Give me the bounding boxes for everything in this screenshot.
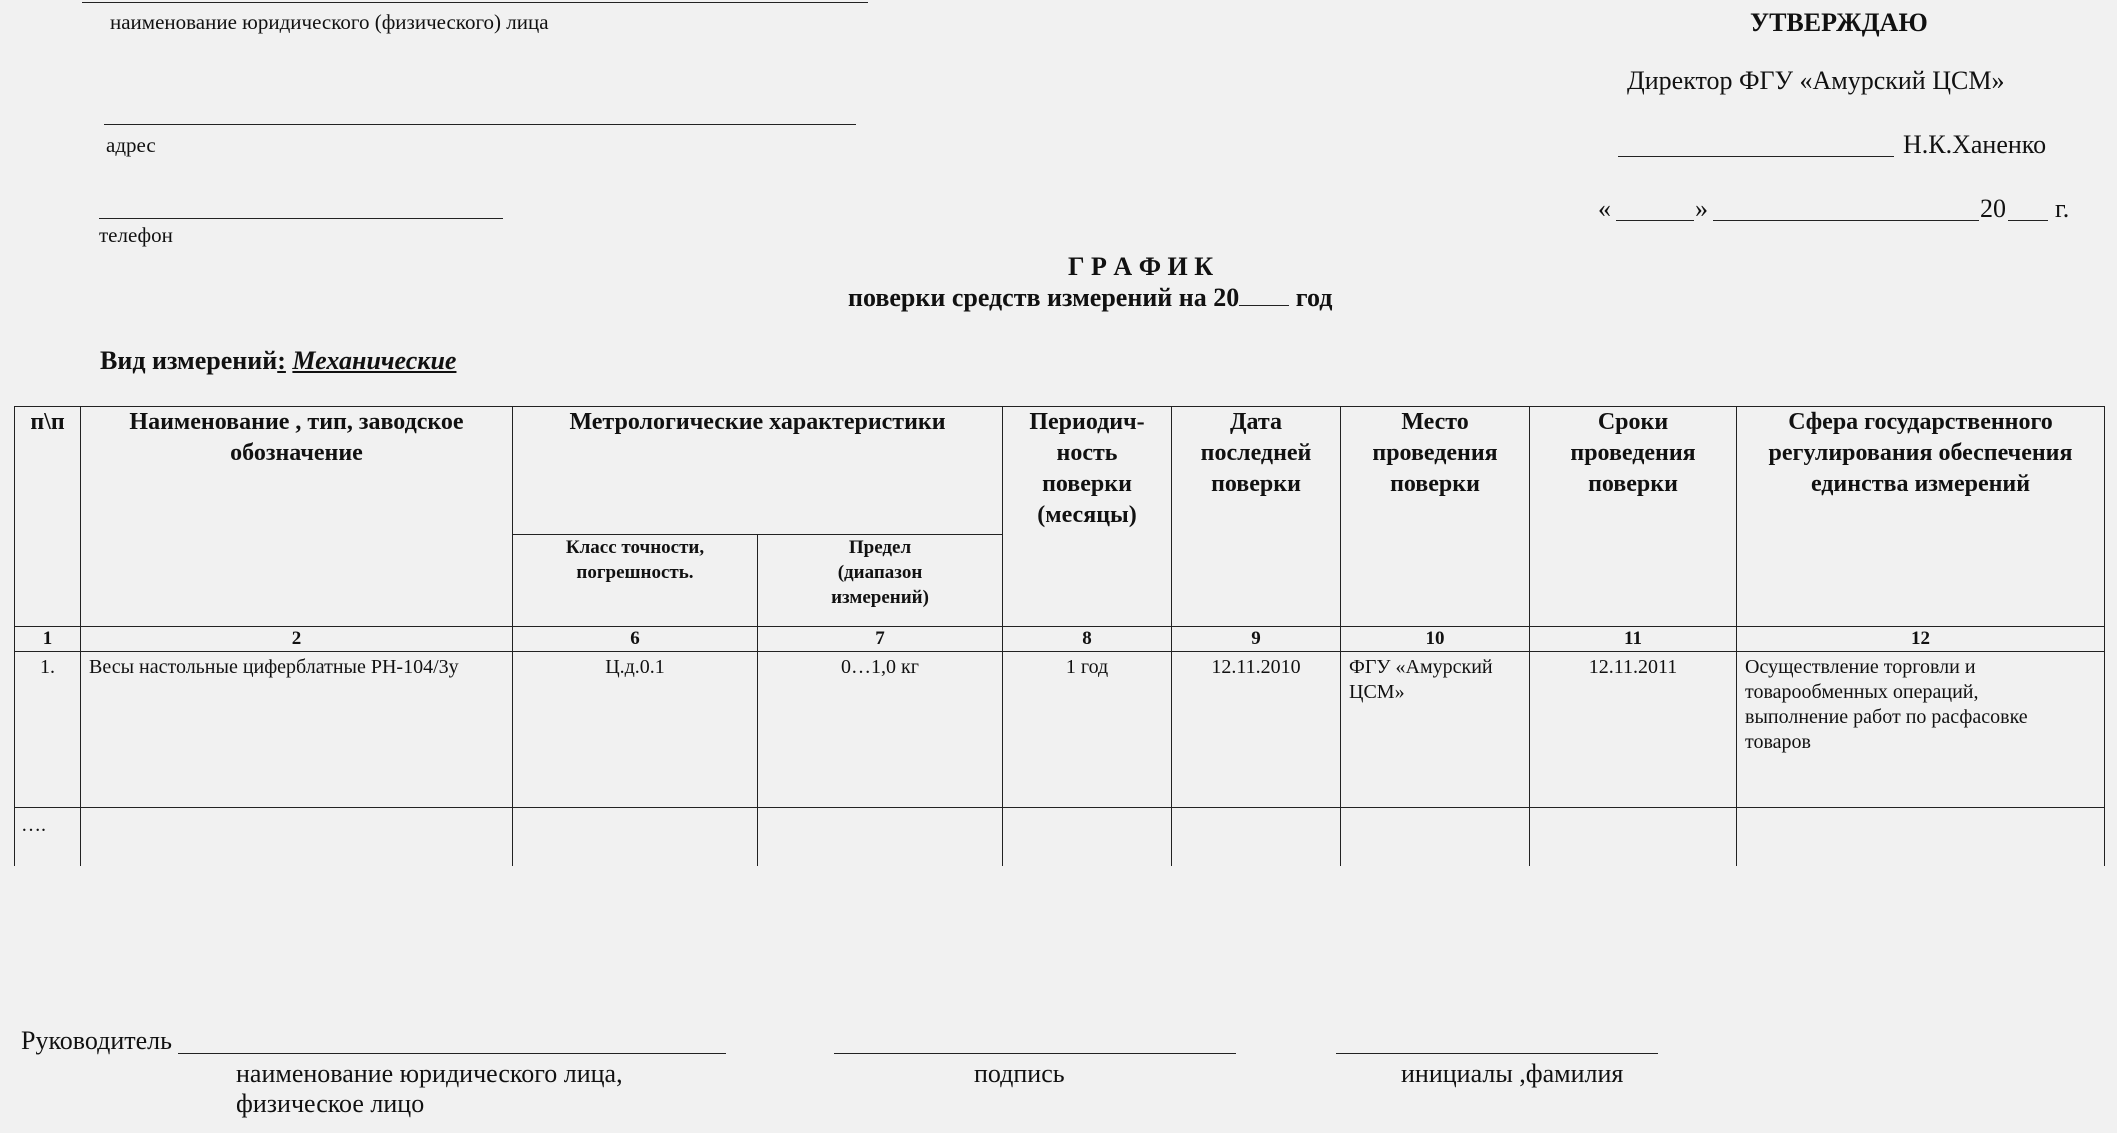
- approval-signature-line: [1618, 156, 1894, 157]
- measurement-type: [100, 346, 456, 376]
- column-number: 2: [81, 627, 513, 652]
- footer-caption-initials: инициалы ,фамилия: [1401, 1059, 1624, 1088]
- column-number: 6: [513, 627, 758, 652]
- row-class: Ц.д.0.1: [513, 652, 758, 808]
- address-caption: адрес: [106, 133, 156, 157]
- footer-initials-line: [1336, 1053, 1658, 1054]
- empty-cell: [758, 808, 1003, 867]
- row-limit: 0…1,0 кг: [758, 652, 1003, 808]
- row-ellipsis: ….: [15, 808, 81, 867]
- empty-cell: [1737, 808, 2105, 867]
- header-last-date: Дата последней поверки: [1172, 407, 1341, 627]
- row-name: Весы настольные циферблатные РН-104/3у: [81, 652, 513, 808]
- document-title: Г Р А Ф И К: [1068, 252, 1214, 281]
- approval-date-day-line: [1616, 220, 1694, 221]
- phone-line: [99, 218, 503, 219]
- column-number-row: [15, 627, 2105, 652]
- approval-title: УТВЕРЖДАЮ: [1750, 8, 1928, 37]
- row-last-date: 12.11.2010: [1172, 652, 1341, 808]
- footer-caption-entity-1: наименование юридического лица,: [236, 1059, 623, 1088]
- footer-caption-signature: подпись: [974, 1059, 1065, 1088]
- footer-entity-line: [178, 1053, 726, 1054]
- empty-cell: [1530, 808, 1737, 867]
- header-name: Наименование , тип, заводское обозначение: [81, 407, 513, 627]
- phone-caption: телефон: [99, 223, 173, 247]
- entity-caption: наименование юридического (физического) лица: [110, 10, 549, 34]
- row-sphere: Осуществление торговли и товарообменных операций, выполнение работ по расфасовке товаров: [1737, 652, 2105, 808]
- measurement-type-value: Механические: [292, 346, 457, 375]
- subtitle-year-blank: [1239, 285, 1289, 306]
- table-cut-edge: [0, 866, 2117, 878]
- column-number: 1: [15, 627, 81, 652]
- column-number: 11: [1530, 627, 1737, 652]
- header-limit: Предел (диапазон измерений): [758, 535, 1003, 627]
- verification-schedule-table: [14, 406, 2105, 867]
- row-place: ФГУ «Амурский ЦСМ»: [1341, 652, 1530, 808]
- approval-position: Директор ФГУ «Амурский ЦСМ»: [1627, 66, 2005, 95]
- column-number: 9: [1172, 627, 1341, 652]
- empty-cell: [513, 808, 758, 867]
- footer-signature-line: [834, 1053, 1236, 1054]
- column-number: 8: [1003, 627, 1172, 652]
- approval-date-month-line: [1713, 220, 1979, 221]
- header-place: Место проведения поверки: [1341, 407, 1530, 627]
- row-period: 1 год: [1003, 652, 1172, 808]
- address-line: [104, 124, 856, 125]
- approval-date-year: 20: [1980, 194, 2006, 223]
- approval-date-open-quote: «: [1598, 194, 1611, 223]
- column-number: 12: [1737, 627, 2105, 652]
- header-period: Периодич-ность поверки (месяцы): [1003, 407, 1172, 627]
- empty-cell: [81, 808, 513, 867]
- footer-caption-entity-2: физическое лицо: [236, 1089, 425, 1118]
- subtitle-start: поверки средств измерений на 20: [848, 283, 1240, 312]
- empty-cell: [1341, 808, 1530, 867]
- table-row: [15, 652, 2105, 808]
- header-metrological: Метрологические характеристики: [513, 407, 1003, 535]
- measurement-type-label: Вид измерений: [100, 346, 278, 375]
- approval-name: Н.К.Ханенко: [1903, 130, 2047, 159]
- approval-date-suffix: г.: [2055, 194, 2070, 223]
- table-row-empty: [15, 808, 2105, 867]
- header-sphere: Сфера государственного регулирования обеспечения единства измерений: [1737, 407, 2105, 627]
- document-subtitle: [848, 283, 1332, 313]
- subtitle-end: год: [1289, 283, 1333, 312]
- entity-line: [82, 2, 868, 3]
- measurement-type-colon: :: [277, 346, 286, 375]
- header-deadline: Сроки проведения поверки: [1530, 407, 1737, 627]
- column-number: 10: [1341, 627, 1530, 652]
- row-num: 1.: [15, 652, 81, 808]
- approval-date-close-quote: »: [1695, 194, 1708, 223]
- column-number: 7: [758, 627, 1003, 652]
- header-class: Класс точности, погрешность.: [513, 535, 758, 627]
- footer-head-label: Руководитель: [21, 1026, 172, 1055]
- header-num: п\п: [15, 407, 81, 627]
- empty-cell: [1003, 808, 1172, 867]
- approval-date-year-line: [2008, 220, 2048, 221]
- row-deadline: 12.11.2011: [1530, 652, 1737, 808]
- empty-cell: [1172, 808, 1341, 867]
